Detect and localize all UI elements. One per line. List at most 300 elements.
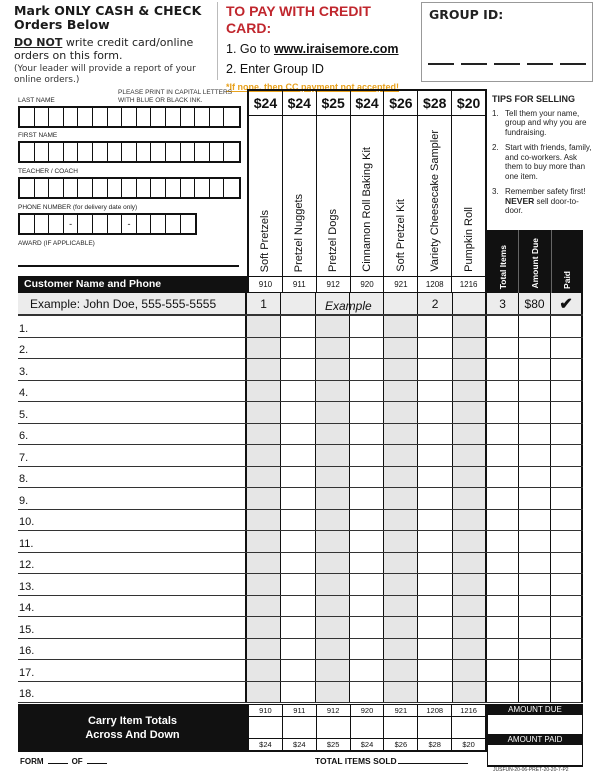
char-box[interactable] [210, 179, 225, 197]
char-box[interactable] [137, 108, 152, 126]
paid-cell[interactable] [551, 488, 583, 509]
total-items-cell[interactable] [487, 445, 519, 466]
form-number-blank[interactable] [48, 763, 68, 764]
char-box[interactable] [78, 179, 93, 197]
total-items-cell[interactable] [487, 553, 519, 574]
group-id-blank[interactable] [428, 63, 454, 65]
amount-paid-field[interactable] [487, 745, 583, 767]
product-name: Pumpkin Roll [462, 207, 475, 272]
total-items-sold-blank[interactable] [398, 763, 468, 764]
char-box[interactable] [181, 179, 196, 197]
qty-cell[interactable] [350, 596, 384, 617]
paid-cell[interactable] [551, 639, 583, 660]
char-box[interactable] [20, 143, 35, 161]
char-box[interactable] [195, 108, 210, 126]
qty-cell[interactable] [247, 617, 281, 638]
customer-name-cell[interactable]: 9. [18, 488, 247, 509]
product-total-cell[interactable] [283, 717, 317, 738]
qty-cell[interactable] [281, 660, 315, 681]
paid-header [552, 230, 583, 293]
customer-name-cell[interactable]: 15. [18, 617, 247, 638]
qty-cell[interactable] [418, 359, 452, 380]
qty-cell[interactable] [384, 338, 418, 359]
qty-cell[interactable] [350, 510, 384, 531]
amount-due-field[interactable] [487, 715, 583, 734]
qty-cell[interactable] [247, 574, 281, 595]
qty-cell[interactable] [350, 531, 384, 552]
char-box[interactable] [210, 108, 225, 126]
char-box[interactable] [181, 108, 196, 126]
char-box[interactable] [166, 179, 181, 197]
char-box[interactable] [181, 143, 196, 161]
qty-cell[interactable] [453, 639, 487, 660]
paid-cell[interactable] [551, 316, 583, 337]
amount-due-cell[interactable] [519, 553, 551, 574]
char-box[interactable] [49, 179, 64, 197]
customer-name-cell[interactable]: 4. [18, 381, 247, 402]
qty-cell[interactable] [453, 424, 487, 445]
qty-cell[interactable] [350, 316, 384, 337]
customer-name-cell[interactable]: 12. [18, 553, 247, 574]
qty-cell[interactable] [418, 402, 452, 423]
qty-cell[interactable] [316, 596, 350, 617]
qty-cell[interactable] [453, 402, 487, 423]
qty-cell[interactable] [453, 531, 487, 552]
qty-cell[interactable] [418, 424, 452, 445]
char-box[interactable] [108, 215, 123, 233]
qty-cell[interactable] [316, 639, 350, 660]
total-items-cell[interactable] [487, 510, 519, 531]
qty-cell[interactable] [384, 639, 418, 660]
customer-name-cell[interactable]: 1. [18, 316, 247, 337]
group-id-blank[interactable] [494, 63, 520, 65]
total-items-cell[interactable] [487, 467, 519, 488]
qty-cell[interactable] [350, 660, 384, 681]
total-items-cell[interactable] [487, 531, 519, 552]
qty-cell[interactable] [350, 402, 384, 423]
iraisemore-link[interactable]: www.iraisemore.com [273, 42, 399, 56]
product-price: $25 [317, 91, 350, 116]
footer-product-code: 910 [249, 705, 283, 716]
char-box[interactable] [35, 108, 50, 126]
first-name-label: FIRST NAME [18, 132, 58, 139]
qty-cell[interactable] [247, 316, 281, 337]
qty-cell[interactable] [418, 596, 452, 617]
qty-cell[interactable] [281, 639, 315, 660]
total-items-cell[interactable] [487, 660, 519, 681]
customer-name-cell[interactable]: 8. [18, 467, 247, 488]
qty-cell[interactable] [316, 617, 350, 638]
amount-due-cell[interactable] [519, 402, 551, 423]
qty-cell[interactable] [350, 381, 384, 402]
qty-cell[interactable] [384, 531, 418, 552]
qty-cell[interactable] [247, 596, 281, 617]
qty-cell[interactable] [384, 467, 418, 488]
char-box[interactable] [195, 143, 210, 161]
char-box[interactable] [122, 179, 137, 197]
qty-cell[interactable] [247, 682, 281, 703]
customer-name-cell[interactable]: 7. [18, 445, 247, 466]
qty-cell[interactable] [247, 381, 281, 402]
qty-cell[interactable] [316, 338, 350, 359]
qty-cell[interactable] [316, 682, 350, 703]
char-box[interactable] [166, 143, 181, 161]
paid-cell[interactable] [551, 596, 583, 617]
amount-due-cell[interactable] [519, 488, 551, 509]
qty-cell[interactable] [418, 553, 452, 574]
product-total-cell[interactable] [317, 717, 351, 738]
qty-cell[interactable] [350, 553, 384, 574]
qty-cell[interactable] [316, 488, 350, 509]
qty-cell[interactable] [384, 553, 418, 574]
total-items-cell[interactable] [487, 424, 519, 445]
amount-due-cell[interactable] [519, 381, 551, 402]
qty-cell[interactable] [316, 574, 350, 595]
qty-cell[interactable] [316, 381, 350, 402]
char-box[interactable] [137, 215, 152, 233]
qty-cell[interactable] [384, 316, 418, 337]
qty-cell[interactable] [350, 682, 384, 703]
paid-cell[interactable] [551, 617, 583, 638]
qty-cell[interactable] [384, 445, 418, 466]
char-box[interactable] [151, 215, 166, 233]
char-box[interactable] [20, 215, 35, 233]
char-box[interactable] [195, 179, 210, 197]
qty-cell[interactable] [281, 381, 315, 402]
amount-due-cell[interactable] [519, 574, 551, 595]
qty-cell[interactable] [350, 338, 384, 359]
product-total-cell[interactable] [351, 717, 385, 738]
product-name-cell [452, 116, 485, 276]
qty-cell[interactable] [350, 424, 384, 445]
award-label: AWARD (IF APPLICABLE) [18, 240, 95, 247]
amount-due-cell[interactable] [519, 660, 551, 681]
qty-cell[interactable] [247, 660, 281, 681]
char-box[interactable] [224, 108, 239, 126]
award-field[interactable] [18, 265, 239, 267]
paid-cell[interactable] [551, 660, 583, 681]
qty-cell[interactable] [350, 467, 384, 488]
char-box[interactable] [93, 179, 108, 197]
char-box[interactable] [151, 143, 166, 161]
amount-due-cell[interactable] [519, 682, 551, 703]
total-items-cell[interactable] [487, 682, 519, 703]
char-box[interactable] [166, 108, 181, 126]
char-box[interactable] [93, 108, 108, 126]
char-box[interactable] [35, 179, 50, 197]
qty-cell[interactable] [350, 445, 384, 466]
qty-cell[interactable] [316, 424, 350, 445]
qty-cell[interactable] [453, 660, 487, 681]
char-box[interactable] [151, 108, 166, 126]
customer-name-cell[interactable]: 2. [18, 338, 247, 359]
amount-due-cell[interactable] [519, 424, 551, 445]
qty-cell[interactable] [247, 531, 281, 552]
product-column [452, 91, 485, 276]
footer-product-price: $28 [418, 739, 452, 750]
total-items-cell[interactable] [487, 617, 519, 638]
customer-name-cell[interactable]: 16. [18, 639, 247, 660]
qty-cell[interactable] [453, 596, 487, 617]
char-box[interactable] [181, 215, 196, 233]
customer-name-cell[interactable]: 14. [18, 596, 247, 617]
char-box[interactable] [64, 108, 79, 126]
qty-cell[interactable] [418, 467, 452, 488]
char-box[interactable] [35, 215, 50, 233]
amount-due-cell[interactable] [519, 596, 551, 617]
char-box[interactable] [166, 215, 181, 233]
qty-cell[interactable] [384, 682, 418, 703]
teacher-coach-field[interactable] [18, 177, 241, 199]
qty-cell[interactable] [384, 424, 418, 445]
qty-cell[interactable] [453, 510, 487, 531]
char-box[interactable] [151, 179, 166, 197]
char-box[interactable] [49, 215, 64, 233]
qty-cell[interactable] [418, 445, 452, 466]
qty-cell[interactable] [281, 402, 315, 423]
qty-cell[interactable] [350, 639, 384, 660]
qty-cell[interactable] [453, 381, 487, 402]
qty-cell[interactable] [350, 488, 384, 509]
qty-cell[interactable] [247, 445, 281, 466]
qty-cell[interactable] [418, 574, 452, 595]
qty-cell[interactable] [316, 510, 350, 531]
product-name-cell [384, 116, 417, 276]
tip-item [492, 109, 594, 138]
qty-cell[interactable] [316, 316, 350, 337]
char-box[interactable] [108, 108, 123, 126]
char-box[interactable] [78, 108, 93, 126]
total-items-cell[interactable] [487, 596, 519, 617]
char-box[interactable] [137, 143, 152, 161]
char-box[interactable] [108, 179, 123, 197]
qty-cell[interactable] [281, 359, 315, 380]
qty-cell[interactable] [418, 660, 452, 681]
first-name-field[interactable] [18, 141, 241, 163]
customer-name-cell[interactable]: 17. [18, 660, 247, 681]
qty-cell[interactable] [384, 617, 418, 638]
customer-name-cell[interactable]: 6. [18, 424, 247, 445]
char-box[interactable] [93, 143, 108, 161]
char-box[interactable] [210, 143, 225, 161]
char-box[interactable]: - [64, 215, 79, 233]
char-box[interactable] [35, 143, 50, 161]
qty-cell[interactable] [247, 639, 281, 660]
char-box[interactable]: - [122, 215, 137, 233]
char-box[interactable] [64, 179, 79, 197]
qty-cell[interactable] [281, 574, 315, 595]
paid-cell[interactable] [551, 381, 583, 402]
qty-cell[interactable] [316, 531, 350, 552]
paid-cell[interactable] [551, 445, 583, 466]
form-total-blank[interactable] [87, 763, 107, 764]
total-items-cell[interactable] [487, 381, 519, 402]
char-box[interactable] [64, 143, 79, 161]
qty-cell[interactable] [281, 510, 315, 531]
total-items-cell[interactable] [487, 316, 519, 337]
product-code: 920 [351, 277, 385, 292]
char-box[interactable] [20, 179, 35, 197]
qty-cell[interactable] [418, 639, 452, 660]
group-id-blank[interactable] [560, 63, 586, 65]
customer-name-cell[interactable]: 13. [18, 574, 247, 595]
qty-cell[interactable] [384, 359, 418, 380]
phone-number-field[interactable] [18, 213, 197, 235]
qty-cell[interactable] [316, 445, 350, 466]
qty-cell[interactable] [247, 338, 281, 359]
total-items-cell[interactable] [487, 574, 519, 595]
qty-cell[interactable] [453, 574, 487, 595]
qty-cell[interactable] [316, 467, 350, 488]
customer-name-cell[interactable]: 11. [18, 531, 247, 552]
qty-cell[interactable] [418, 682, 452, 703]
total-items-sold [315, 756, 468, 766]
total-items-cell[interactable] [487, 359, 519, 380]
paid-cell[interactable] [551, 682, 583, 703]
qty-cell[interactable] [453, 682, 487, 703]
qty-cell[interactable] [453, 553, 487, 574]
qty-cell[interactable] [247, 510, 281, 531]
char-box[interactable] [137, 179, 152, 197]
product-total-cell[interactable] [249, 717, 283, 738]
amount-due-cell[interactable] [519, 359, 551, 380]
qty-cell[interactable] [281, 467, 315, 488]
group-id-blank[interactable] [527, 63, 553, 65]
paid-cell[interactable] [551, 402, 583, 423]
qty-cell[interactable] [418, 381, 452, 402]
char-box[interactable] [78, 143, 93, 161]
qty-cell[interactable] [384, 660, 418, 681]
qty-cell[interactable] [247, 424, 281, 445]
amount-due-cell[interactable] [519, 617, 551, 638]
paid-cell[interactable] [551, 574, 583, 595]
product-total-cell[interactable] [452, 717, 485, 738]
total-items-sold-label: TOTAL ITEMS SOLD [315, 756, 397, 766]
qty-cell[interactable] [384, 488, 418, 509]
qty-cell[interactable] [453, 338, 487, 359]
char-box[interactable] [224, 179, 239, 197]
qty-cell[interactable] [281, 424, 315, 445]
qty-cell[interactable] [453, 488, 487, 509]
amount-due-cell[interactable] [519, 467, 551, 488]
customer-name-cell[interactable]: 10. [18, 510, 247, 531]
qty-cell[interactable] [418, 510, 452, 531]
amount-due-cell[interactable] [519, 316, 551, 337]
product-price: $28 [418, 91, 451, 116]
qty-cell[interactable] [281, 445, 315, 466]
qty-cell[interactable] [384, 381, 418, 402]
char-box[interactable] [49, 143, 64, 161]
paid-cell[interactable] [551, 424, 583, 445]
qty-cell[interactable] [418, 617, 452, 638]
product-total-cell[interactable] [418, 717, 452, 738]
qty-cell[interactable] [350, 574, 384, 595]
customer-name-header: Customer Name and Phone [18, 276, 247, 293]
qty-cell[interactable] [247, 402, 281, 423]
qty-cell[interactable] [316, 402, 350, 423]
last-name-field[interactable] [18, 106, 241, 128]
qty-cell[interactable] [316, 660, 350, 681]
tip-item [492, 143, 594, 181]
qty-cell[interactable] [418, 338, 452, 359]
paid-cell[interactable] [551, 467, 583, 488]
paid-cell[interactable] [551, 510, 583, 531]
paid-cell[interactable] [551, 359, 583, 380]
product-total-cell[interactable] [384, 717, 418, 738]
qty-cell[interactable] [384, 402, 418, 423]
total-items-cell[interactable] [487, 488, 519, 509]
paid-cell[interactable] [551, 553, 583, 574]
amount-due-cell[interactable] [519, 445, 551, 466]
char-box[interactable] [78, 215, 93, 233]
total-items-cell[interactable] [487, 402, 519, 423]
char-box[interactable] [108, 143, 123, 161]
char-box[interactable] [224, 143, 239, 161]
qty-cell[interactable] [281, 682, 315, 703]
amount-due-cell[interactable] [519, 510, 551, 531]
qty-cell[interactable] [247, 467, 281, 488]
table-row [18, 359, 583, 381]
customer-name-cell[interactable]: 18. [18, 682, 247, 703]
qty-cell[interactable] [247, 488, 281, 509]
amount-due-label: Amount Due [529, 238, 540, 289]
qty-cell[interactable] [281, 596, 315, 617]
total-items-cell[interactable] [487, 639, 519, 660]
amount-due-cell[interactable] [519, 531, 551, 552]
qty-cell[interactable] [316, 359, 350, 380]
example-label: Example [325, 299, 372, 313]
qty-cell[interactable] [316, 553, 350, 574]
qty-cell[interactable] [247, 553, 281, 574]
qty-cell[interactable] [281, 617, 315, 638]
qty-cell[interactable] [384, 510, 418, 531]
char-box[interactable] [20, 108, 35, 126]
qty-cell[interactable] [453, 445, 487, 466]
qty-cell[interactable] [350, 359, 384, 380]
amount-due-cell[interactable] [519, 639, 551, 660]
qty-cell[interactable] [384, 574, 418, 595]
qty-cell[interactable] [247, 359, 281, 380]
amount-due-cell[interactable] [519, 338, 551, 359]
group-id-blank[interactable] [461, 63, 487, 65]
char-box[interactable] [49, 108, 64, 126]
qty-cell[interactable] [453, 316, 487, 337]
qty-cell[interactable] [418, 316, 452, 337]
char-box[interactable] [122, 143, 137, 161]
paid-cell[interactable] [551, 531, 583, 552]
qty-cell[interactable] [453, 617, 487, 638]
qty-cell[interactable] [350, 617, 384, 638]
char-box[interactable] [122, 108, 137, 126]
qty-cell[interactable] [281, 316, 315, 337]
char-box[interactable] [93, 215, 108, 233]
customer-name-cell[interactable]: 3. [18, 359, 247, 380]
qty-cell[interactable] [453, 359, 487, 380]
qty-cell[interactable] [418, 488, 452, 509]
paid-cell[interactable] [551, 338, 583, 359]
group-id-blanks[interactable] [428, 63, 586, 65]
qty-cell[interactable] [281, 553, 315, 574]
qty-cell[interactable] [281, 531, 315, 552]
qty-cell[interactable] [281, 338, 315, 359]
form-code: JUSFUN-20-06-PRET-20-20-7-P2 [493, 767, 569, 773]
qty-cell[interactable] [453, 467, 487, 488]
total-items-cell[interactable] [487, 338, 519, 359]
qty-cell[interactable] [281, 488, 315, 509]
customer-name-cell[interactable]: 5. [18, 402, 247, 423]
qty-cell[interactable] [418, 531, 452, 552]
qty-cell[interactable] [384, 596, 418, 617]
